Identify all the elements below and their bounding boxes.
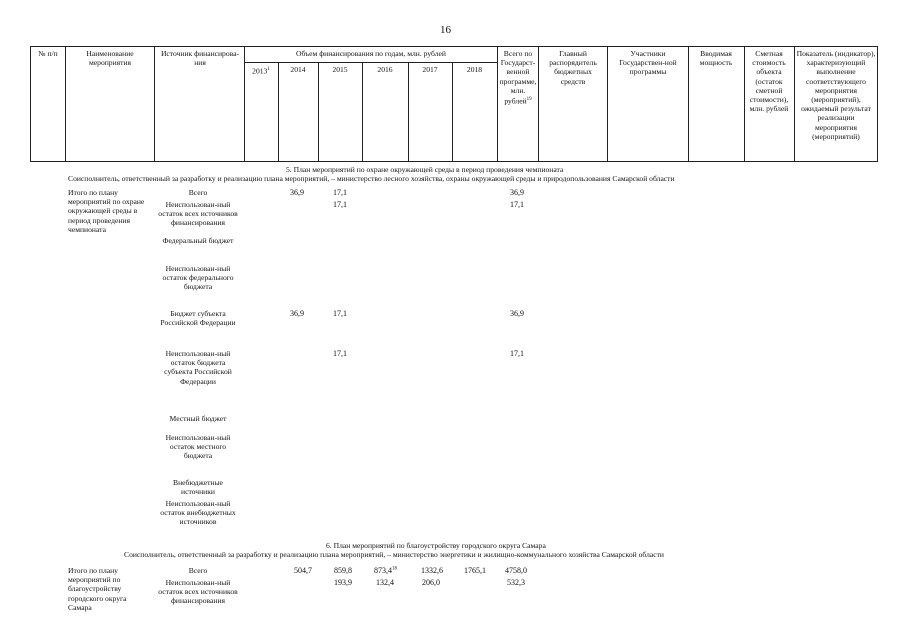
source-cell: Всего [188, 188, 208, 197]
source-cell: Неиспользован-ный остаток всех источников финансирования [158, 200, 238, 228]
header-year-2015: 2015 [332, 65, 348, 74]
value-2014: 17,1 [333, 309, 347, 318]
header-main-manager: Главный распорядитель бюджетных средств [549, 49, 597, 86]
value-2015: 873,4$^{18}$ [374, 566, 397, 575]
value-2014: 17,1 [333, 349, 347, 358]
source-cell: Неиспользован-ный остаток бюджета субъекта Российской Федерации [164, 349, 232, 386]
value-2013: 36,9 [290, 188, 304, 197]
header-year-2017: 2017 [422, 65, 438, 74]
header-cost: Сметная стоимость объекта (остаток сметной стоимости), млн. рублей [749, 49, 789, 114]
value-2013: 504,7 [294, 566, 312, 575]
value-2015: 132,4 [376, 578, 394, 587]
header-year-2013: 2013$^1$ [252, 66, 270, 76]
header-participants: Участники Государствен-ной программы [619, 49, 677, 77]
page-number: 16 [440, 24, 451, 36]
source-cell: Всего [188, 566, 208, 575]
value-total: 532,3 [507, 578, 525, 587]
value-2014: 193,9 [334, 578, 352, 587]
header-indicator: Показатель (индикатор), характеризующий выполнение соответствующего мероприятия (мероприятий), ожидаемый результат реализации мероприятия (мероприятий) [796, 49, 876, 141]
value-2013: 36,9 [290, 309, 304, 318]
value-total: 36,9 [510, 309, 524, 318]
header-capacity: Вводимая мощность [699, 49, 733, 68]
section-5-title: 5. План мероприятий по охране окружающей среды в период проведения чемпионата [286, 165, 564, 174]
value-2014: 17,1 [333, 200, 347, 209]
value-2014: 859,8 [334, 566, 352, 575]
header-source: Источник финансирова-ния [160, 49, 240, 68]
header-year-2018: 2018 [466, 65, 483, 74]
source-cell: Внебюджетные источники [173, 478, 223, 497]
section-5-executor: Соисполнитель, ответственный за разработку и реализацию плана мероприятий, – министерство лесного хозяйства, охраны окружающей среды и природопользования Самарской области [68, 174, 675, 183]
source-cell: Неиспользован-ный остаток федерального бюджета [162, 264, 234, 292]
header-no: № п/п [38, 49, 58, 58]
section-6-executor: Соисполнитель, ответственный за разработку и реализацию плана мероприятий, – министерство энергетики и жилищно-коммунального хозяйства Самарской области [124, 550, 664, 559]
value-2017: 1765,1 [464, 566, 486, 575]
value-total: 36,9 [510, 188, 524, 197]
source-cell: Бюджет субъекта Российской Федерации [160, 309, 236, 328]
header-funding: Объем финансирования по годам, млн. рублей [296, 49, 446, 58]
value-2014: 17,1 [333, 188, 347, 197]
value-2016: 206,0 [422, 578, 440, 587]
value-total: 17,1 [510, 200, 524, 209]
source-cell: Неиспользован-ный остаток местного бюджета [165, 433, 231, 461]
section-6-title: 6. План мероприятий по благоустройству городского округа Самара [326, 541, 546, 550]
source-cell: Неиспользован-ный остаток внебюджетных источников [160, 499, 236, 527]
section-6-row-label: Итого по плану мероприятий по благоустройству городского округа Самара [68, 566, 127, 612]
header-name: Наименование мероприятия [86, 49, 134, 68]
section-5-row-label: Итого по плану мероприятий по охране окружающей среды в период проведения чемпионата [68, 188, 145, 234]
value-2016: 1332,6 [421, 566, 443, 575]
value-total: 17,1 [510, 349, 524, 358]
header-year-2014: 2014 [290, 65, 306, 74]
source-cell: Местный бюджет [169, 414, 227, 423]
header-year-2016: 2016 [377, 65, 393, 74]
source-cell: Федеральный бюджет [162, 236, 234, 245]
source-cell: Неиспользован-ный остаток всех источников финансирования [158, 578, 238, 606]
value-total: 4758,0 [505, 566, 527, 575]
header-total: Всего по Государст-венной программе, млн. рублей$^{19}$ [499, 49, 537, 106]
